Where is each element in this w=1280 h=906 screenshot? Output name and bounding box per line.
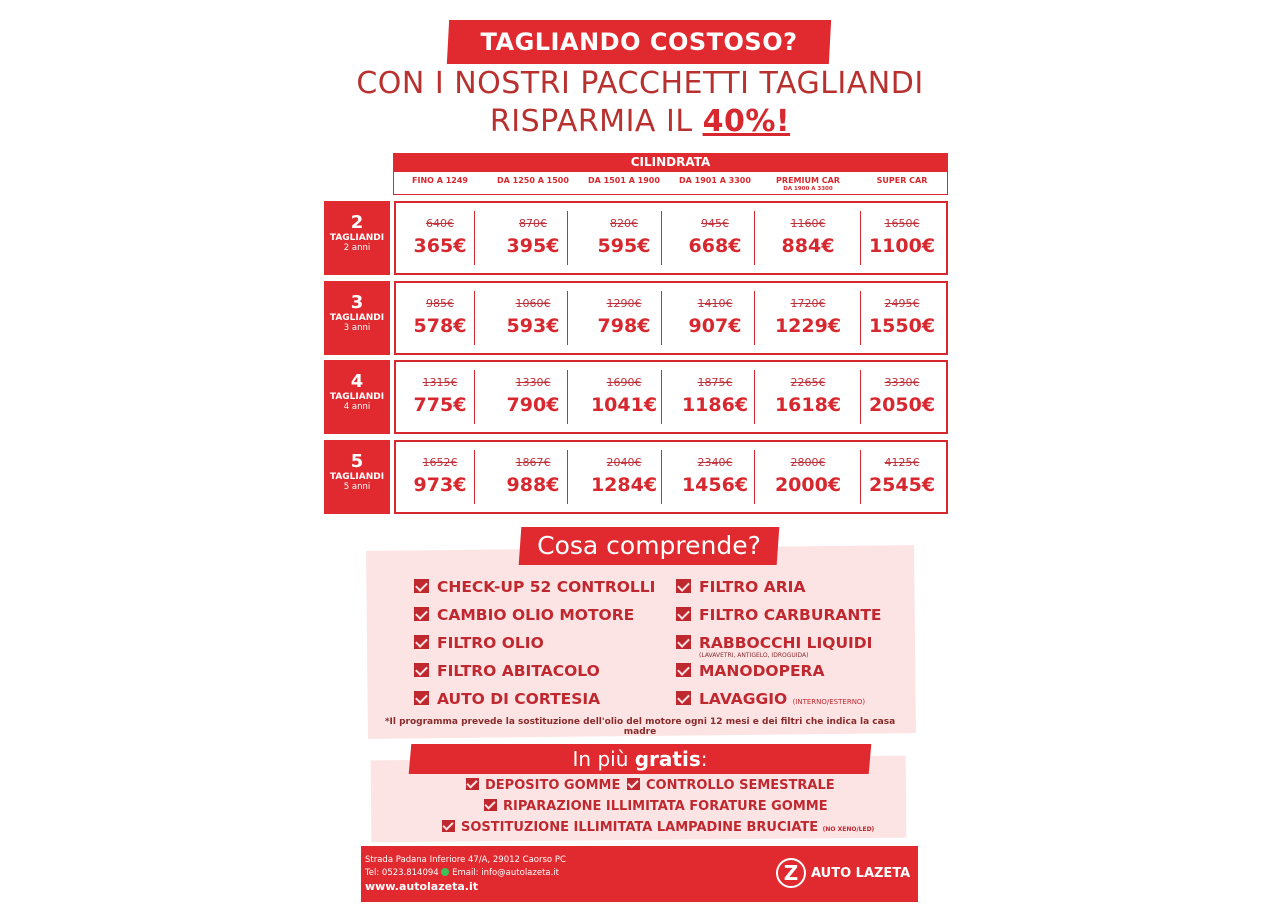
checkbox-icon <box>676 635 691 649</box>
subheadline-prefix: RISPARMIA IL <box>489 104 703 139</box>
new-price: 365€ <box>413 235 467 257</box>
footer-contacts <box>365 868 559 878</box>
column-header: DA 1501 A 1900 <box>588 176 660 185</box>
new-price: 2000€ <box>774 474 842 496</box>
old-price: 1290€ <box>606 297 642 310</box>
new-price: 907€ <box>688 315 742 337</box>
old-price: 1652€ <box>422 456 458 469</box>
checkbox-icon <box>414 691 429 705</box>
footer-email: Email: info@autolazeta.it <box>452 868 560 878</box>
subheadline-line2 <box>300 104 980 139</box>
old-price: 2040€ <box>606 456 642 469</box>
old-price: 1875€ <box>697 376 733 389</box>
brand-name: AUTO LAZETA <box>811 866 911 881</box>
rabbocchi-note: (LAVAVETRI, ANTIGELO, IDROGUIDA) <box>699 652 809 659</box>
new-price: 1618€ <box>774 394 842 416</box>
gratis-item: RIPARAZIONE ILLIMITATA FORATURE GOMME <box>484 799 828 814</box>
old-price: 1330€ <box>515 376 551 389</box>
include-item: CHECK-UP 52 CONTROLLI <box>414 578 655 596</box>
gratis-title: In più gratis: <box>572 747 708 771</box>
old-price: 640€ <box>426 217 454 230</box>
new-price: 884€ <box>781 235 835 257</box>
includes-title: Cosa comprende? <box>537 531 761 560</box>
new-price: 578€ <box>413 315 467 337</box>
new-price: 988€ <box>506 474 560 496</box>
footer-address: Strada Padana Inferiore 47/A, 29012 Caorso PC <box>365 855 566 865</box>
checkbox-icon <box>676 579 691 593</box>
include-item: RABBOCCHI LIQUIDI <box>676 634 872 652</box>
lavaggio-note: (INTERNO/ESTERNO) <box>792 698 866 706</box>
old-price: 820€ <box>610 217 638 230</box>
old-price: 985€ <box>426 297 454 310</box>
include-item: FILTRO ABITACOLO <box>414 662 600 680</box>
old-price: 1867€ <box>515 456 551 469</box>
include-item: AUTO DI CORTESIA <box>414 690 600 708</box>
include-item: FILTRO OLIO <box>414 634 544 652</box>
footer-phone: Tel: 0523.814094 <box>365 868 439 878</box>
old-price: 2340€ <box>697 456 733 469</box>
checkbox-icon <box>676 607 691 621</box>
includes-footnote: *Il programma prevede la sostituzione dell'olio del motore ogni 12 mesi e dei filtri che indica la casa madre <box>384 717 896 737</box>
column-header: DA 1250 A 1500 <box>497 176 569 185</box>
column-header: PREMIUM CAR DA 1900 A 3300 <box>776 176 840 192</box>
column-header: SUPER CAR <box>876 176 928 185</box>
include-item: LAVAGGIO (INTERNO/ESTERNO) <box>676 690 865 708</box>
include-item: FILTRO CARBURANTE <box>676 606 882 624</box>
new-price: 1284€ <box>590 474 658 496</box>
old-price: 1690€ <box>606 376 642 389</box>
row-label: 3 TAGLIANDI 3 anni <box>324 281 390 355</box>
new-price: 1041€ <box>590 394 658 416</box>
new-price: 593€ <box>506 315 560 337</box>
checkbox-icon <box>414 635 429 649</box>
old-price: 1315€ <box>422 376 458 389</box>
old-price: 1060€ <box>515 297 551 310</box>
checkbox-icon <box>484 799 497 811</box>
headline-banner: TAGLIANDO COSTOSO? <box>480 28 798 56</box>
old-price: 1410€ <box>697 297 733 310</box>
old-price: 4125€ <box>884 456 920 469</box>
discount-percentage: 40%! <box>702 104 791 139</box>
gratis-item: CONTROLLO SEMESTRALE <box>627 778 835 793</box>
checkbox-icon <box>627 778 640 790</box>
new-price: 973€ <box>413 474 467 496</box>
old-price: 1160€ <box>790 217 826 230</box>
new-price: 2545€ <box>868 474 936 496</box>
checkbox-icon <box>676 691 691 705</box>
checkbox-icon <box>442 820 455 832</box>
include-item: MANODOPERA <box>676 662 825 680</box>
include-item: FILTRO ARIA <box>676 578 805 596</box>
new-price: 798€ <box>597 315 651 337</box>
cilindrata-title: CILINDRATA <box>393 153 948 172</box>
old-price: 2495€ <box>884 297 920 310</box>
lampadine-note: (NO XENO/LED) <box>822 826 875 833</box>
footer-website-link[interactable]: www.autolazeta.it <box>365 880 478 893</box>
row-label: 2 TAGLIANDI 2 anni <box>324 201 390 275</box>
gratis-item: DEPOSITO GOMME <box>466 778 620 793</box>
old-price: 1720€ <box>790 297 826 310</box>
new-price: 595€ <box>597 235 651 257</box>
subheadline-line1: CON I NOSTRI PACCHETTI TAGLIANDI <box>356 66 924 101</box>
column-header: DA 1901 A 3300 <box>679 176 751 185</box>
old-price: 3330€ <box>884 376 920 389</box>
old-price: 945€ <box>701 217 729 230</box>
whatsapp-icon <box>441 868 449 876</box>
new-price: 395€ <box>506 235 560 257</box>
row-label: 4 TAGLIANDI 4 anni <box>324 360 390 434</box>
row-label: 5 TAGLIANDI 5 anni <box>324 440 390 514</box>
old-price: 870€ <box>519 217 547 230</box>
new-price: 1100€ <box>868 235 936 257</box>
checkbox-icon <box>414 607 429 621</box>
brand-logo-letter: Z <box>783 861 799 885</box>
gratis-item: SOSTITUZIONE ILLIMITATA LAMPADINE BRUCIATE (NO XENO/LED) <box>442 820 874 835</box>
old-price: 2800€ <box>790 456 826 469</box>
checkbox-icon <box>414 663 429 677</box>
column-header: FINO A 1249 <box>412 176 468 185</box>
new-price: 2050€ <box>868 394 936 416</box>
old-price: 2265€ <box>790 376 826 389</box>
checkbox-icon <box>676 663 691 677</box>
new-price: 790€ <box>506 394 560 416</box>
checkbox-icon <box>414 579 429 593</box>
checkbox-icon <box>466 778 479 790</box>
new-price: 775€ <box>413 394 467 416</box>
new-price: 1186€ <box>681 394 749 416</box>
include-item: CAMBIO OLIO MOTORE <box>414 606 634 624</box>
new-price: 1456€ <box>681 474 749 496</box>
new-price: 1229€ <box>774 315 842 337</box>
old-price: 1650€ <box>884 217 920 230</box>
new-price: 1550€ <box>868 315 936 337</box>
new-price: 668€ <box>688 235 742 257</box>
